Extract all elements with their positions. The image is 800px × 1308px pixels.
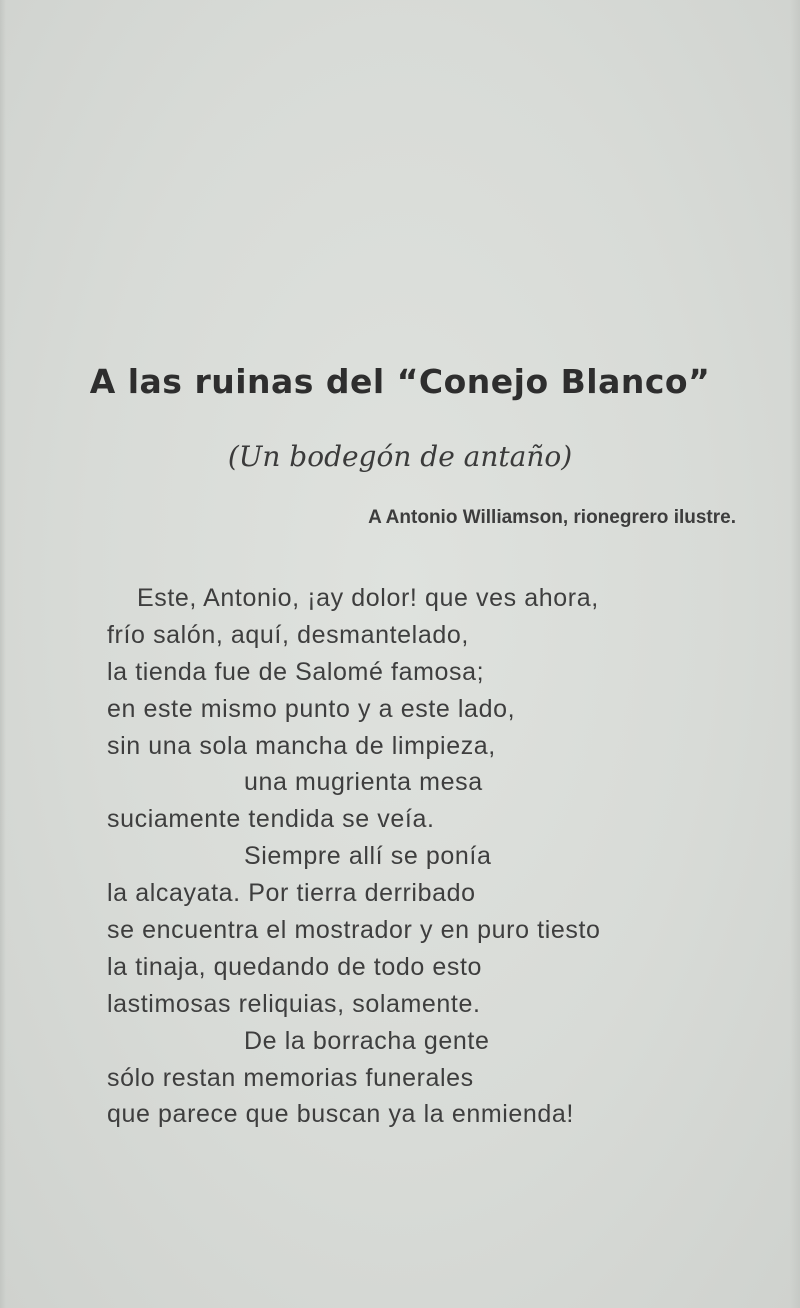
page-edge-left [0, 0, 6, 1308]
poem-body [107, 580, 767, 1133]
poem-line: se encuentra el mostrador y en puro tiesto [107, 916, 601, 945]
poem-line: Siempre allí se ponía [244, 842, 492, 871]
poem-line: en este mismo punto y a este lado, [107, 694, 516, 723]
poem-line: la tinaja, quedando de todo esto [107, 952, 483, 981]
poem-line: sólo restan memorias funerales [107, 1063, 474, 1092]
poem-line: lastimosas reliquias, solamente. [107, 989, 481, 1018]
poem-line: que parece que buscan ya la enmienda! [107, 1100, 574, 1129]
poem-line: suciamente tendida se veía. [107, 805, 435, 834]
poem-line: De la borracha gente [244, 1026, 490, 1055]
poem-subtitle: (Un bodegón de antaño) [227, 440, 573, 473]
poem-line: la alcayata. Por tierra derribado [107, 879, 476, 908]
poem-line: sin una sola mancha de limpieza, [107, 731, 496, 760]
poem-title: A las ruinas del “Conejo Blanco” [89, 362, 711, 401]
poem-dedication: A Antonio Williamson, rionegrero ilustre. [368, 507, 736, 528]
poem-line: frío salón, aquí, desmantelado, [107, 620, 469, 649]
page-edge-right [790, 0, 800, 1308]
poem-line: Este, Antonio, ¡ay dolor! que ves ahora, [137, 584, 599, 612]
poem-line: una mugrienta mesa [244, 768, 483, 797]
poem-line: la tienda fue de Salomé famosa; [107, 657, 485, 686]
